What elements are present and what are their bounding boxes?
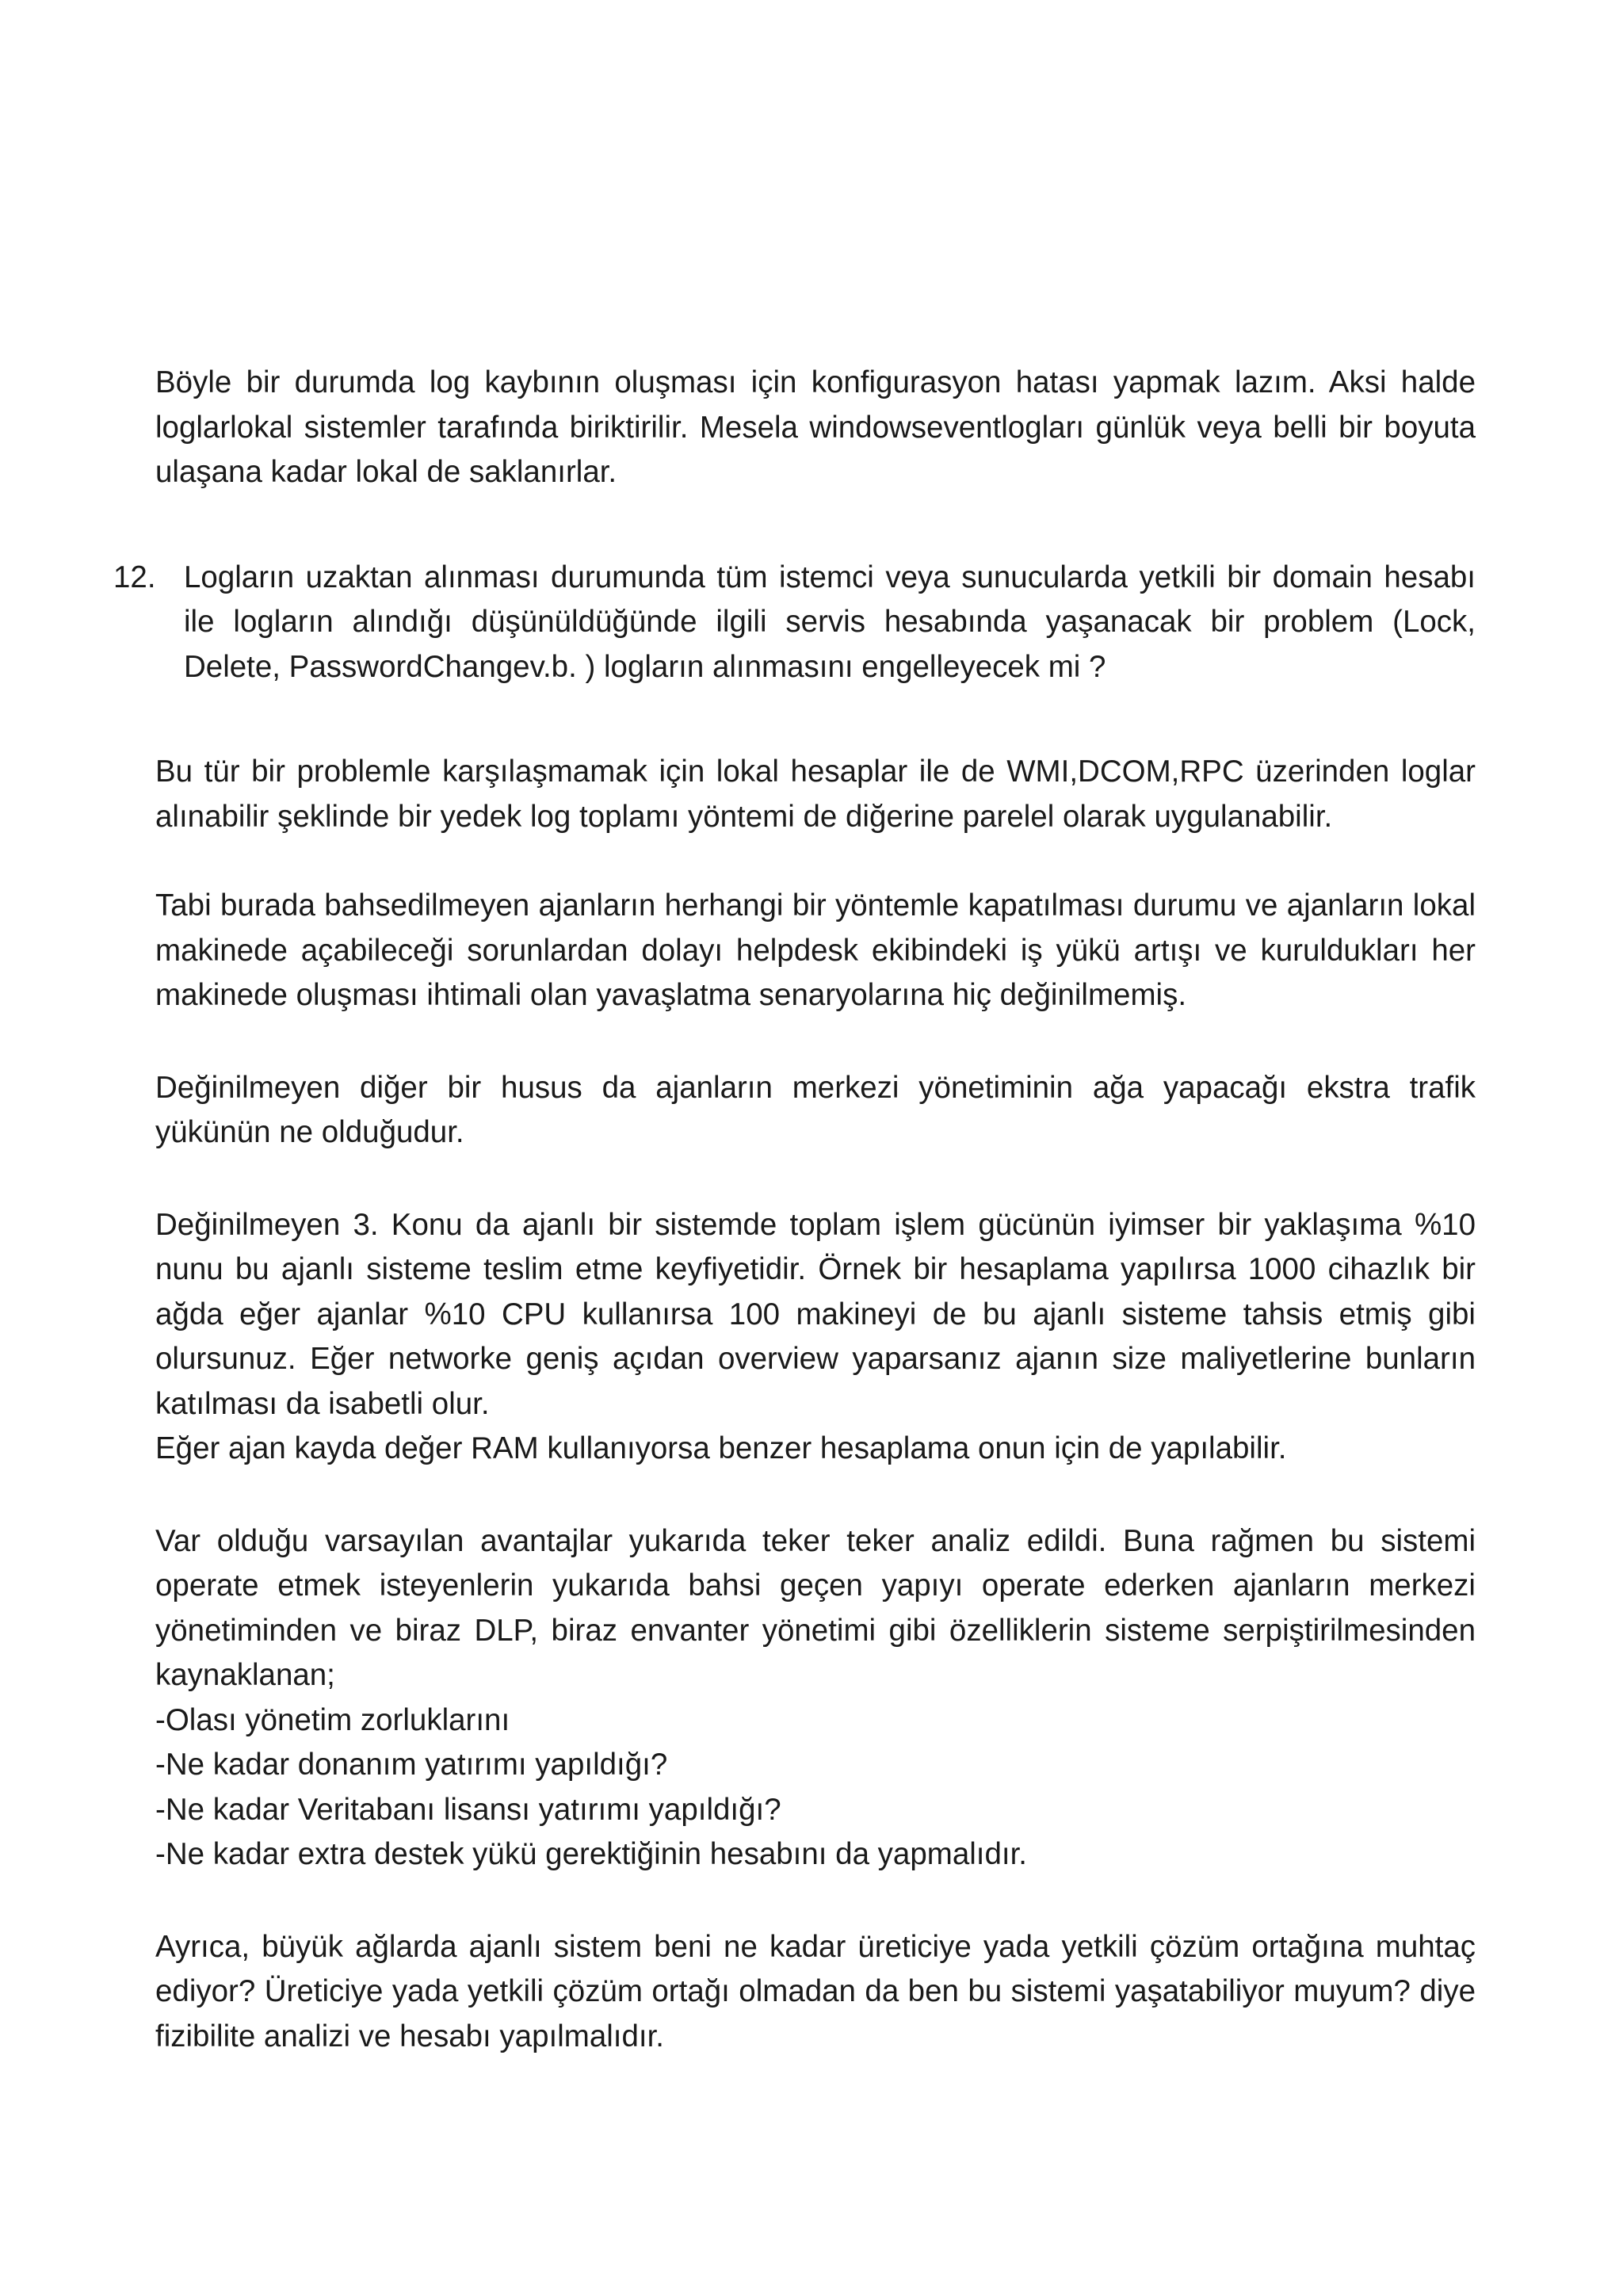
- paragraph-feasibility: Ayrıca, büyük ağlarda ajanlı sistem beni ne kadar üreticiye yada yetkili çözüm ortağına muhtaç ediyor? Üreticiye yada yetkili çözüm ortağı olmadan da ben bu sistemi yaşatabiliyor muyum? diye fizibilite analizi ve hesabı yapılmalıdır.: [155, 1929, 1476, 2053]
- paragraph-advantages-analysis: Var olduğu varsayılan avantajlar yukarıda teker teker analiz edildi. Buna rağmen bu sistemi operate etmek isteyenlerin yukarıda bahsi geçen yapıyı operate ederken ajanların merkezi yönetiminden ve biraz DLP, biraz envanter yönetimi gibi özelliklerin sisteme serpiştirilmesinden kaynaklanan;: [155, 1523, 1476, 1692]
- list-item: -Ne kadar extra destek yükü gerektiğinin hesabını da yapmalıdır.: [155, 1837, 1027, 1871]
- list-item: -Ne kadar donanım yatırımı yapıldığı?: [155, 1748, 668, 1782]
- item-text: Logların uzaktan alınması durumunda tüm istemci veya sunucularda yetkili bir domain hesabı ile logların alındığı düşünüldüğünde ilgili servis hesabında yaşanacak bir problem (Lock, Delete, PasswordChangev.b. ) logların alınmasını engelleyecek mi ?: [184, 560, 1476, 684]
- item-number: 12.: [113, 560, 156, 594]
- list-item: -Olası yönetim zorluklarını: [155, 1702, 510, 1737]
- paragraph-log-loss: Böyle bir durumda log kaybının oluşması için konfigurasyon hatası yapmak lazım. Aksi halde loglarlokal sistemler tarafında biriktirilir. Mesela windowseventlogları günlük veya belli bir boyuta ulaşana kadar lokal de saklanırlar.: [155, 365, 1476, 489]
- list-item: -Ne kadar Veritabanı lisansı yatırımı yapıldığı?: [155, 1792, 781, 1827]
- document-body: [113, 361, 1476, 2059]
- paragraph-agent-issues: Tabi burada bahsedilmeyen ajanların herhangi bir yöntemle kapatılması durumu ve ajanların lokal makinede açabileceği sorunlardan dolayı helpdesk ekibindeki iş yükü artışı ve kuruldukları her makinede oluşması ihtimali olan yavaşlatma senaryolarına hiç değinilmemiş.: [155, 888, 1476, 1012]
- cost-questions-list: [155, 1698, 1476, 1878]
- paragraph-ram-cost: Eğer ajan kayda değer RAM kullanıyorsa benzer hesaplama onun için de yapılabilir.: [155, 1431, 1287, 1465]
- numbered-item-12: [113, 556, 1476, 690]
- paragraph-backup-log-collection: Bu tür bir problemle karşılaşmamak için lokal hesaplar ile de WMI,DCOM,RPC üzerinden loglar alınabilir şeklinde bir yedek log toplamı yöntemi de diğerine parelel olarak uygulanabilir.: [155, 755, 1476, 834]
- paragraph-cpu-cost: Değinilmeyen 3. Konu da ajanlı bir sistemde toplam işlem gücünün iyimser bir yaklaşıma %10 nunu bu ajanlı sisteme teslim etme keyfiyetidir. Örnek bir hesaplama yapılırsa 1000 cihazlık bir ağda eğer ajanlar %10 CPU kullanırsa 100 makineyi de bu ajanlı sisteme tahsis etmiş gibi olursunuz. Eğer networke geniş açıdan overview yaparsanız ajanın size maliyetlerine bunların katılması da isabetli olur.: [155, 1207, 1476, 1421]
- paragraph-network-traffic: Değinilmeyen diğer bir husus da ajanların merkezi yönetiminin ağa yapacağı ekstra trafik yükünün ne olduğudur.: [155, 1070, 1476, 1149]
